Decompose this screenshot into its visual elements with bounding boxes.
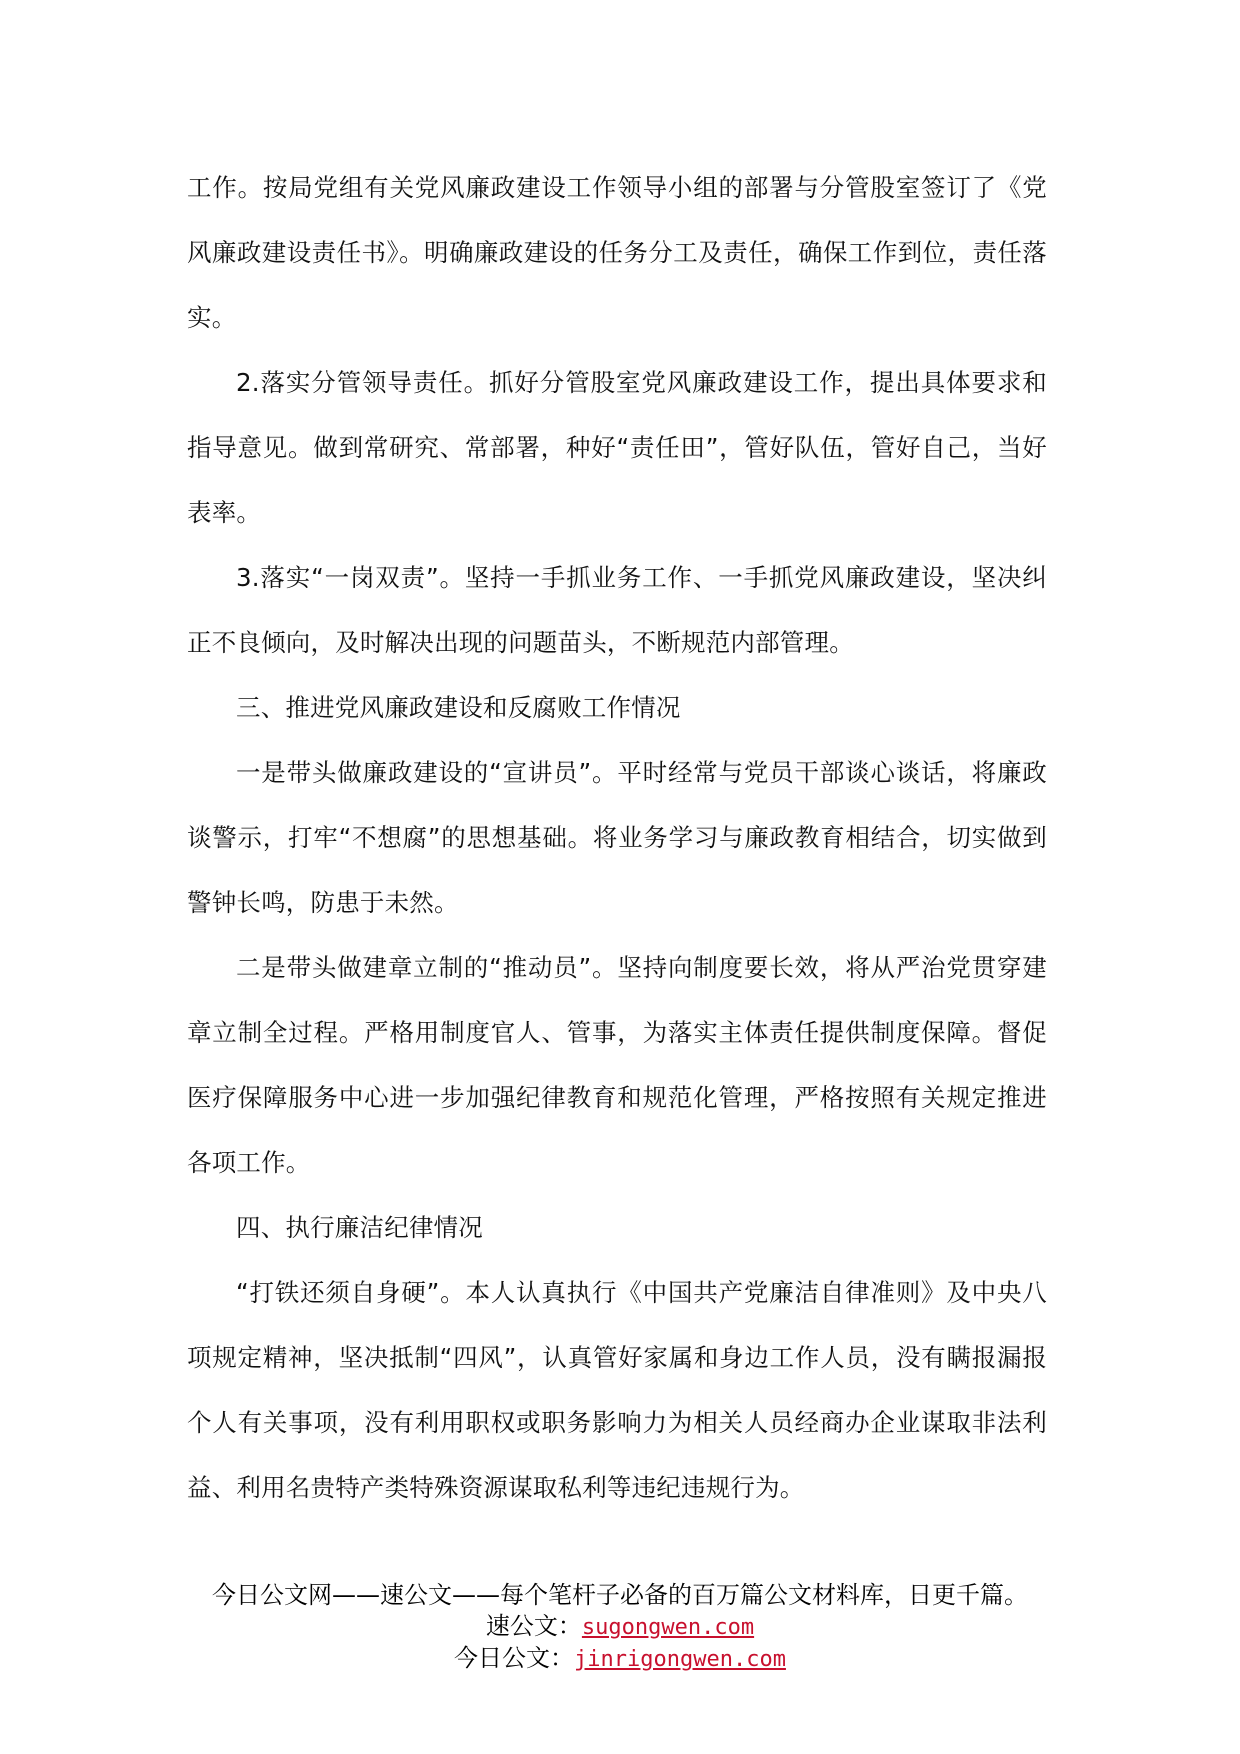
paragraph-3: 3.落实“一岗双责”。坚持一手抓业务工作、一手抓党风廉政建设，坚决纠正不良倾向，及时解决出现的问题苗头，不断规范内部管理。 bbox=[187, 563, 1047, 657]
section-heading-4: 四、执行廉洁纪律情况 bbox=[236, 1213, 483, 1242]
paragraph-6: 二是带头做建章立制的“推动员”。坚持向制度要长效，将从严治党贯穿建章立制全过程。严格用制度官人、管事，为落实主体责任提供制度保障。督促医疗保障服务中心进一步加强纪律教育和规范化管理，严格按照有关规定推进各项工作。 bbox=[187, 953, 1047, 1177]
footer-jinrigongwen-line bbox=[0, 1643, 1240, 1675]
paragraph-2: 2.落实分管领导责任。抓好分管股室党风廉政建设工作，提出具体要求和指导意见。做到常研究、常部署，种好“责任田”，管好队伍，管好自己，当好表率。 bbox=[187, 368, 1047, 527]
footer-sugongwen-line bbox=[0, 1611, 1240, 1643]
footer-tagline: 今日公文网——速公文——每个笔杆子必备的百万篇公文材料库，日更千篇。 bbox=[212, 1581, 1028, 1609]
document-body bbox=[187, 155, 1047, 1520]
footer bbox=[0, 1580, 1240, 1675]
paragraph-1: 工作。按局党组有关党风廉政建设工作领导小组的部署与分管股室签订了《党风廉政建设责任书》。明确廉政建设的任务分工及责任，确保工作到位，责任落实。 bbox=[187, 173, 1047, 332]
sugongwen-link[interactable]: sugongwen.com bbox=[581, 1615, 755, 1640]
paragraph-8: “打铁还须自身硬”。本人认真执行《中国共产党廉洁自律准则》及中央八项规定精神，坚决抵制“四风”，认真管好家属和身边工作人员，没有瞒报漏报个人有关事项，没有利用职权或职务影响力为相关人员经商办企业谋取非法利益、利用名贵特产类特殊资源谋取私利等违纪违规行为。 bbox=[187, 1278, 1047, 1502]
jinrigongwen-label: 今日公文： bbox=[454, 1644, 575, 1672]
sugongwen-label: 速公文： bbox=[485, 1612, 582, 1640]
section-heading-3: 三、推进党风廉政建设和反腐败工作情况 bbox=[236, 693, 681, 722]
paragraph-5: 一是带头做廉政建设的“宣讲员”。平时经常与党员干部谈心谈话，将廉政谈警示，打牢“不想腐”的思想基础。将业务学习与廉政教育相结合，切实做到警钟长鸣，防患于未然。 bbox=[187, 758, 1047, 917]
jinrigongwen-link[interactable]: jinrigongwen.com bbox=[574, 1647, 786, 1672]
